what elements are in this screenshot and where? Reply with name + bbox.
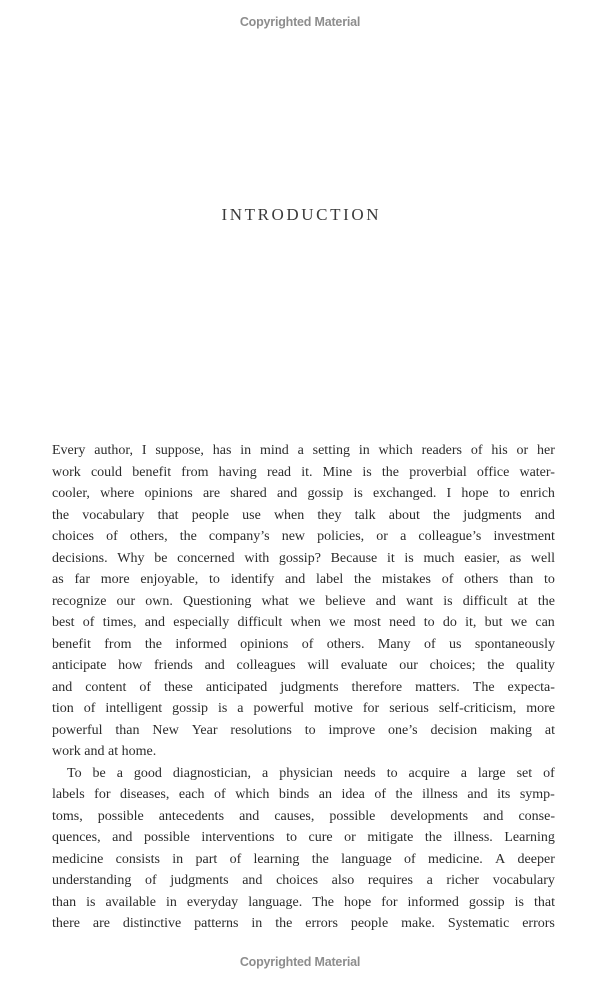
text-line: best of times, and especially difficult when we most need to do it, but we can bbox=[52, 615, 555, 630]
text-line: as far more enjoyable, to identify and label the mistakes of others than to bbox=[52, 572, 555, 587]
text-line: powerful than New Year resolutions to improve one’s decision making at bbox=[52, 722, 555, 738]
text-line: anticipate how friends and colleagues will evaluate our choices; the quality bbox=[52, 658, 555, 673]
copyright-notice-bottom: Copyrighted Material bbox=[239, 955, 361, 969]
text-line: To be a good diagnostician, a physician needs to acquire a large set of bbox=[67, 765, 555, 781]
text-line: tion of intelligent gossip is a powerful motive for serious self-criticism, more bbox=[52, 701, 555, 716]
text-line: Every author, I suppose, has in mind a setting in which readers of his or her bbox=[52, 443, 555, 458]
text-line: labels for diseases, each of which binds an idea of the illness and its symp- bbox=[52, 787, 555, 802]
text-line: there are distinctive patterns in the errors people make. Systematic errors bbox=[52, 916, 555, 931]
text-line: than is available in everyday language. The hope for informed gossip is that bbox=[52, 894, 555, 910]
body-text bbox=[52, 440, 555, 935]
text-line: work and at home. bbox=[52, 744, 157, 759]
text-line: medicine consists in part of learning the language of medicine. A deeper bbox=[52, 851, 555, 867]
text-line: and content of these anticipated judgments therefore matters. The expecta- bbox=[52, 679, 555, 695]
text-line: choices of others, the company’s new policies, or a colleague’s investment bbox=[52, 529, 555, 544]
text-line: recognize our own. Questioning what we believe and want is difficult at the bbox=[52, 593, 555, 609]
text-line: quences, and possible interventions to cure or mitigate the illness. Learning bbox=[52, 830, 555, 845]
text-line: understanding of judgments and choices also requires a richer vocabulary bbox=[52, 873, 555, 888]
text-line: decisions. Why be concerned with gossip? Because it is much easier, as well bbox=[52, 550, 555, 566]
text-line: work could benefit from having read it. Mine is the proverbial office water- bbox=[52, 464, 555, 480]
text-line: benefit from the informed opinions of others. Many of us spontaneously bbox=[52, 636, 555, 652]
text-line: the vocabulary that people use when they talk about the judgments and bbox=[52, 507, 555, 523]
copyright-notice-top: Copyrighted Material bbox=[239, 15, 361, 29]
paragraph bbox=[52, 763, 555, 935]
chapter-title: INTRODUCTION bbox=[221, 205, 382, 224]
paragraph bbox=[52, 440, 555, 763]
text-line: toms, possible antecedents and causes, possible developments and conse- bbox=[52, 808, 555, 824]
text-line: cooler, where opinions are shared and gossip is exchanged. I hope to enrich bbox=[52, 486, 555, 501]
